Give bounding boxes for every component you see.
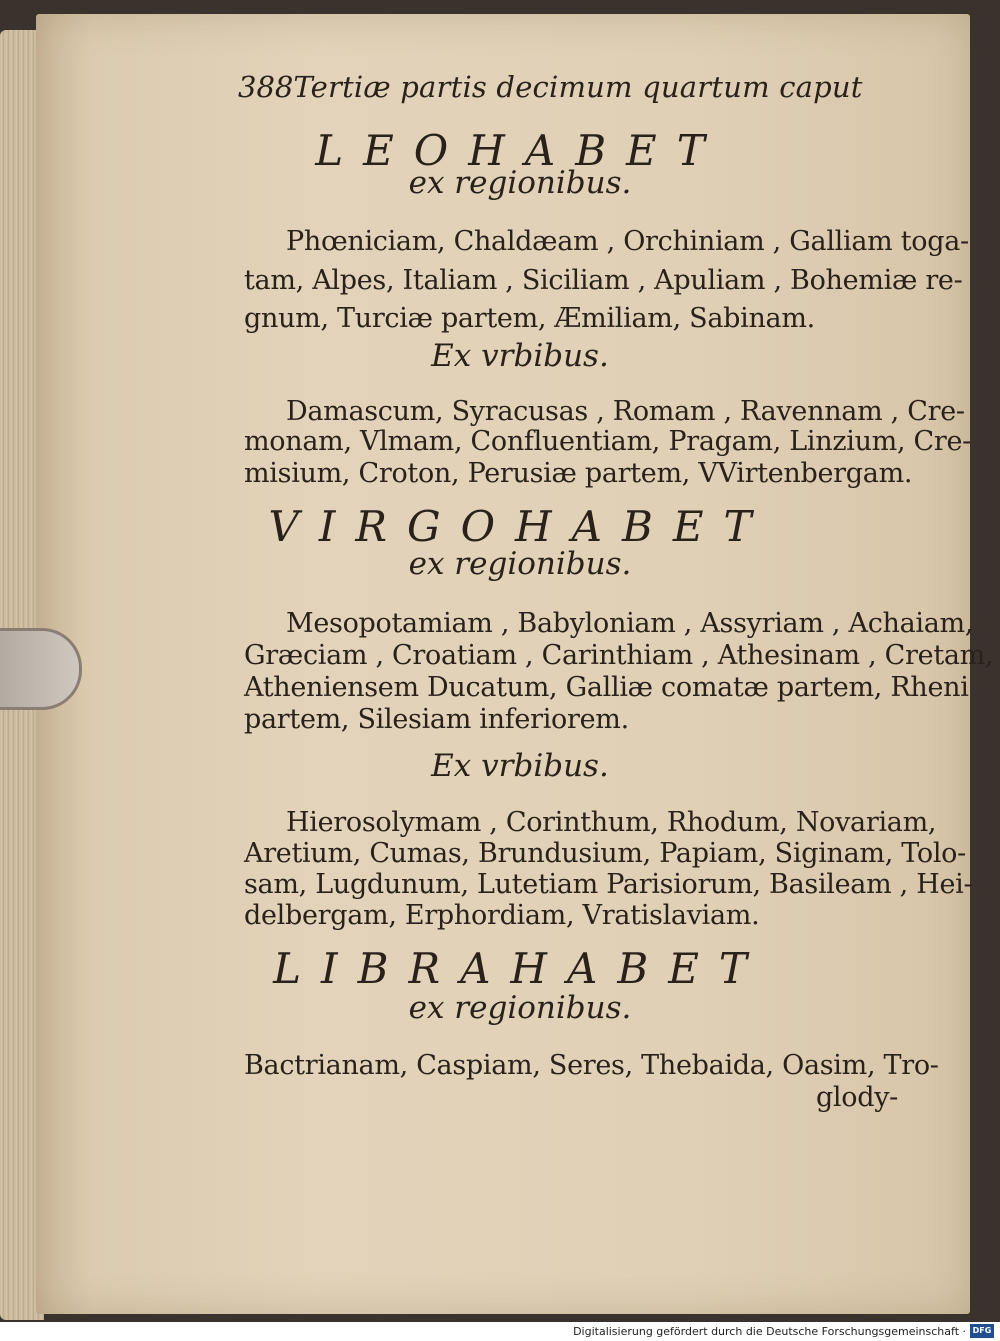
text-line: sam, Lugdunum, Lutetiam Parisiorum, Basileam , Hei- xyxy=(244,869,973,900)
text-line: monam, Vlmam, Confluentiam, Pragam, Linzium, Cre- xyxy=(244,426,972,457)
section-heading-virgo: VIRGOHABET xyxy=(268,502,772,551)
regions-label-leo: ex regionibus. xyxy=(408,165,632,201)
regions-label-virgo: ex regionibus. xyxy=(408,546,632,582)
text-line: Græciam , Croatiam , Carinthiam , Athesinam , Cretam, xyxy=(244,640,994,671)
text-line: Phœniciam, Chaldæam , Orchiniam , Galliam toga- xyxy=(286,226,969,257)
text-line: misium, Croton, Perusiæ partem, VVirtenbergam. xyxy=(244,458,913,489)
digitization-credit: Digitalisierung gefördert durch die Deutsche Forschungsgemeinschaft · xyxy=(0,1322,1000,1341)
text-line: partem, Silesiam inferiorem. xyxy=(244,704,629,735)
regions-label-libra: ex regionibus. xyxy=(408,990,632,1026)
cities-label-leo: Ex vrbibus. xyxy=(431,338,609,374)
text-line: delbergam, Erphordiam, Vratislaviam. xyxy=(244,900,760,931)
page-number: 388 xyxy=(238,70,294,104)
text-line: Bactrianam, Caspiam, Seres, Thebaida, Oasim, Tro- xyxy=(244,1050,939,1081)
cities-label-virgo: Ex vrbibus. xyxy=(431,748,609,784)
text-line: gnum, Turciæ partem, Æmiliam, Sabinam. xyxy=(244,303,815,334)
text-line: Aretium, Cumas, Brundusium, Papiam, Siginam, Tolo- xyxy=(244,838,966,869)
text-line: Mesopotamiam , Babyloniam , Assyriam , Achaiam, xyxy=(286,608,974,639)
catchword: glody- xyxy=(815,1082,898,1113)
text-line: Damascum, Syracusas , Romam , Ravennam , Cre- xyxy=(286,396,965,427)
section-heading-libra: LIBRAHABET xyxy=(273,944,767,993)
section-heading-leo: LEOHABET xyxy=(315,126,725,175)
text-line: Hierosolymam , Corinthum, Rhodum, Novariam, xyxy=(286,807,937,838)
running-title: Tertiæ partis decimum quartum caput xyxy=(293,70,863,104)
dfg-logo: DFG xyxy=(970,1324,994,1338)
text-line: Atheniensem Ducatum, Galliæ comatæ partem, Rheni xyxy=(244,672,969,703)
running-header xyxy=(238,70,863,104)
text-line: tam, Alpes, Italiam , Siciliam , Apuliam , Bohemiæ re- xyxy=(244,265,963,296)
bookmark-clip xyxy=(0,628,82,710)
